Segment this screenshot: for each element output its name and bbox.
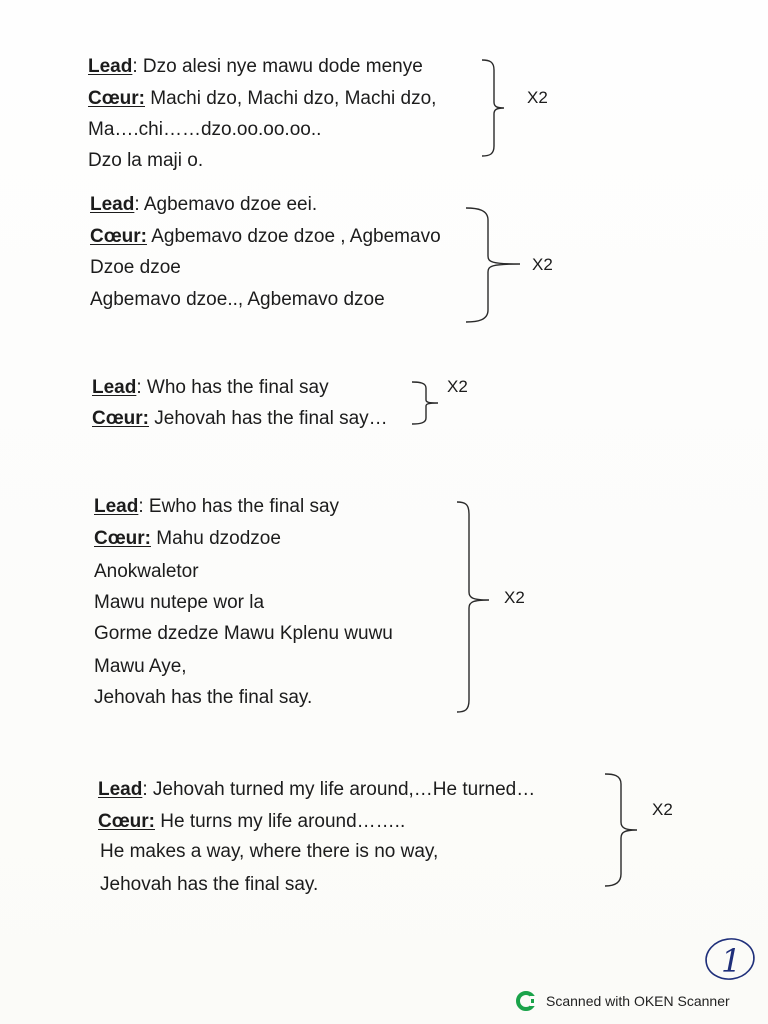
repeat-marker: X2 bbox=[532, 255, 553, 274]
lyric-line bbox=[88, 55, 423, 79]
scanner-text: Scanned with OKEN Scanner bbox=[546, 993, 730, 1009]
role-label: Lead bbox=[92, 377, 137, 398]
lyric-text: : Ewho has the final say bbox=[138, 496, 340, 517]
lyric-line bbox=[90, 288, 385, 312]
lyric-line bbox=[94, 591, 264, 615]
lyric-line bbox=[92, 407, 388, 431]
lyric-line bbox=[88, 118, 321, 142]
repeat-marker: X2 bbox=[504, 588, 525, 607]
oken-scanner-logo-icon bbox=[516, 990, 538, 1012]
repeat-brace bbox=[464, 206, 524, 324]
role-label: Cœur: bbox=[98, 811, 155, 832]
page-number-text: 1 bbox=[721, 942, 742, 980]
lyric-line bbox=[92, 376, 329, 400]
lyric-text: Jehovah has the final say… bbox=[148, 408, 388, 429]
lyric-text: Ma….chi……dzo.oo.oo.oo.. bbox=[88, 119, 322, 140]
lyric-text: : Dzo alesi nye mawu dode menye bbox=[132, 56, 423, 77]
lyric-line bbox=[94, 527, 281, 551]
lyric-line bbox=[90, 256, 181, 280]
lyric-text: Dzoe dzoe bbox=[90, 257, 181, 278]
role-label: Cœur: bbox=[88, 88, 145, 109]
lyric-text: He makes a way, where there is no way, bbox=[100, 841, 439, 862]
lyric-line bbox=[100, 873, 318, 897]
lyric-text: : Who has the final say bbox=[136, 377, 329, 398]
page-number-circle bbox=[704, 935, 758, 983]
role-label: Cœur: bbox=[90, 226, 147, 247]
lyric-text: Dzo la maji o. bbox=[88, 150, 204, 171]
lyric-line bbox=[98, 810, 405, 834]
lyric-text: He turns my life around…….. bbox=[154, 811, 406, 832]
lyric-text: Gorme dzedze Mawu Kplenu wuwu bbox=[94, 623, 393, 644]
repeat-brace bbox=[603, 772, 643, 888]
lyric-text: Mahu dzodzoe bbox=[150, 528, 281, 549]
repeat-brace bbox=[410, 380, 442, 426]
lyric-line bbox=[88, 87, 436, 111]
lyric-line bbox=[88, 149, 203, 173]
lyric-text: Agbemavo dzoe.., Agbemavo dzoe bbox=[90, 289, 385, 310]
role-label: Cœur: bbox=[94, 528, 151, 549]
lyric-line bbox=[94, 655, 187, 679]
role-label: Lead bbox=[88, 56, 133, 77]
lyric-line bbox=[94, 686, 312, 710]
lyric-text: Mawu nutepe wor la bbox=[94, 592, 265, 613]
lyric-text: : Agbemavo dzoe eei. bbox=[134, 194, 318, 215]
lyric-text: : Jehovah turned my life around,…He turned… bbox=[142, 779, 536, 800]
repeat-brace bbox=[455, 500, 495, 716]
lyric-text: Agbemavo dzoe dzoe , Agbemavo bbox=[146, 226, 441, 247]
lyric-text: Jehovah has the final say. bbox=[100, 874, 319, 895]
repeat-marker: X2 bbox=[447, 377, 468, 396]
lyric-text: Anokwaletor bbox=[94, 561, 199, 582]
lyric-line bbox=[94, 495, 339, 519]
repeat-brace bbox=[480, 58, 510, 158]
lyric-line bbox=[100, 840, 438, 864]
repeat-marker: X2 bbox=[652, 800, 673, 819]
role-label: Cœur: bbox=[92, 408, 149, 429]
page-number bbox=[704, 935, 758, 983]
lyric-line bbox=[90, 225, 441, 249]
lyric-line bbox=[94, 622, 393, 646]
role-label: Lead bbox=[94, 496, 139, 517]
role-label: Lead bbox=[90, 194, 135, 215]
lyric-text: Mawu Aye, bbox=[94, 656, 187, 677]
lyric-line bbox=[94, 560, 199, 584]
scanner-watermark bbox=[516, 988, 730, 1014]
lyric-line bbox=[98, 778, 535, 802]
repeat-marker: X2 bbox=[527, 88, 548, 107]
lyric-text: Machi dzo, Machi dzo, Machi dzo, bbox=[144, 88, 437, 109]
role-label: Lead bbox=[98, 779, 143, 800]
lyric-text: Jehovah has the final say. bbox=[94, 687, 313, 708]
lyric-line bbox=[90, 193, 317, 217]
